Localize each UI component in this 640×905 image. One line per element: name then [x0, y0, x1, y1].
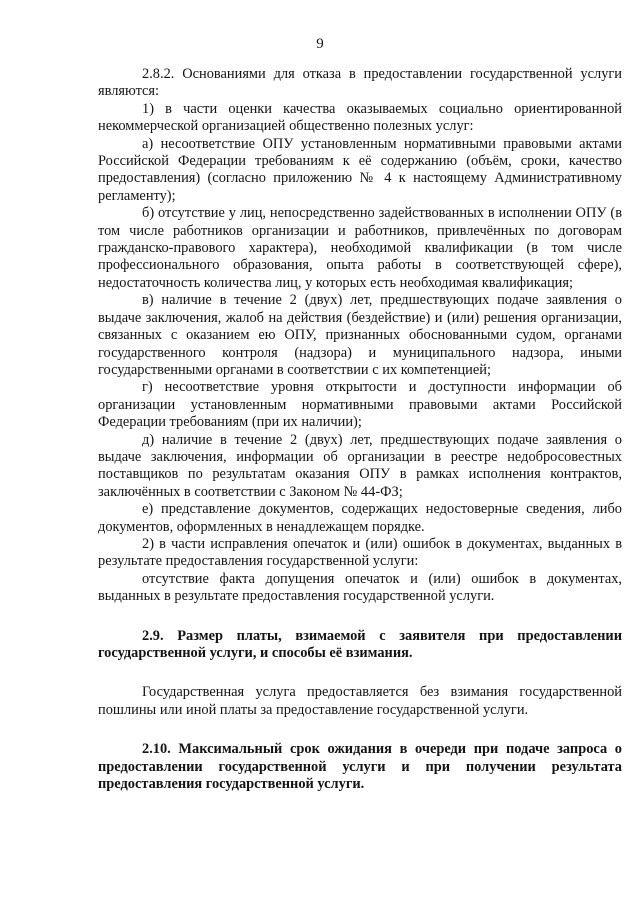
paragraph-2-9-text: Государственная услуга предоставляется без взимания государственной пошлины или иной платы за предоставление государственной услуги.: [98, 684, 622, 718]
section-heading-2-9: 2.9. Размер платы, взимаемой с заявителя при предоставлении государственной услуги, и способы её взимания.: [98, 627, 622, 661]
paragraph-item-2: 2) в части исправления опечаток и (или) ошибок в документах, выданных в результате предоставления государственной услуги:: [98, 535, 622, 570]
paragraph-item-2-text: отсутствие факта допущения опечаток и (или) ошибок в документах, выданных в результате предоставления государственной услуги.: [98, 570, 622, 605]
paragraph-item-b: б) отсутствие у лиц, непосредственно задействованных в исполнении ОПУ (в том числе работников организации и работников, привлечённых по договорам гражданско-правового характера), необходимой квалификации (в том числе профессионального образования, опыта работы в соответствующей сфере), недостаточность количества лиц, у которых есть необходимая квалификация;: [98, 205, 622, 291]
paragraph-item-a: а) несоответствие ОПУ установленным нормативными правовыми актами Российской Федерации требованиям к её содержанию (объём, сроки, качество предоставления) (согласно приложению № 4 к настоящему Административному регламенту);: [98, 135, 622, 204]
paragraph-2-8-2: 2.8.2. Основаниями для отказа в предоставлении государственной услуги являются:: [98, 66, 622, 100]
paragraph-item-d: д) наличие в течение 2 (двух) лет, предшествующих подаче заявления о выдаче заключения, информации об организации в реестре недобросовестных поставщиков по результатам оказания ОПУ в рамках исполнения контрактов, заключённых в соответствии с Законом № 44-ФЗ;: [98, 431, 622, 500]
paragraph-item-e: е) представление документов, содержащих недостоверные сведения, либо документов, оформленных в ненадлежащем порядке.: [98, 501, 622, 535]
paragraph-item-g: г) несоответствие уровня открытости и доступности информации об организации установленным нормативными правовыми актами Российской Федерации требованиям (при их наличии);: [98, 379, 622, 431]
page-number: 9: [316, 36, 324, 52]
document-body: [98, 66, 622, 793]
paragraph-item-v: в) наличие в течение 2 (двух) лет, предшествующих подаче заявления о выдаче заключения, жалоб на действия (бездействие) и (или) решения организации, связанных с оказанием ею ОПУ, признанных обоснованными судом, органами государственного контроля (надзора) и муниципального надзора, иными государственными органами в соответствии с их компетенцией;: [98, 292, 622, 378]
paragraph-item-1: 1) в части оценки качества оказываемых социально ориентированной некоммерческой организацией общественно полезных услуг:: [98, 100, 622, 135]
section-heading-2-10: 2.10. Максимальный срок ожидания в очереди при подаче запроса о предоставлении государственной услуги и при получении результата предоставления государственной услуги.: [98, 741, 622, 793]
